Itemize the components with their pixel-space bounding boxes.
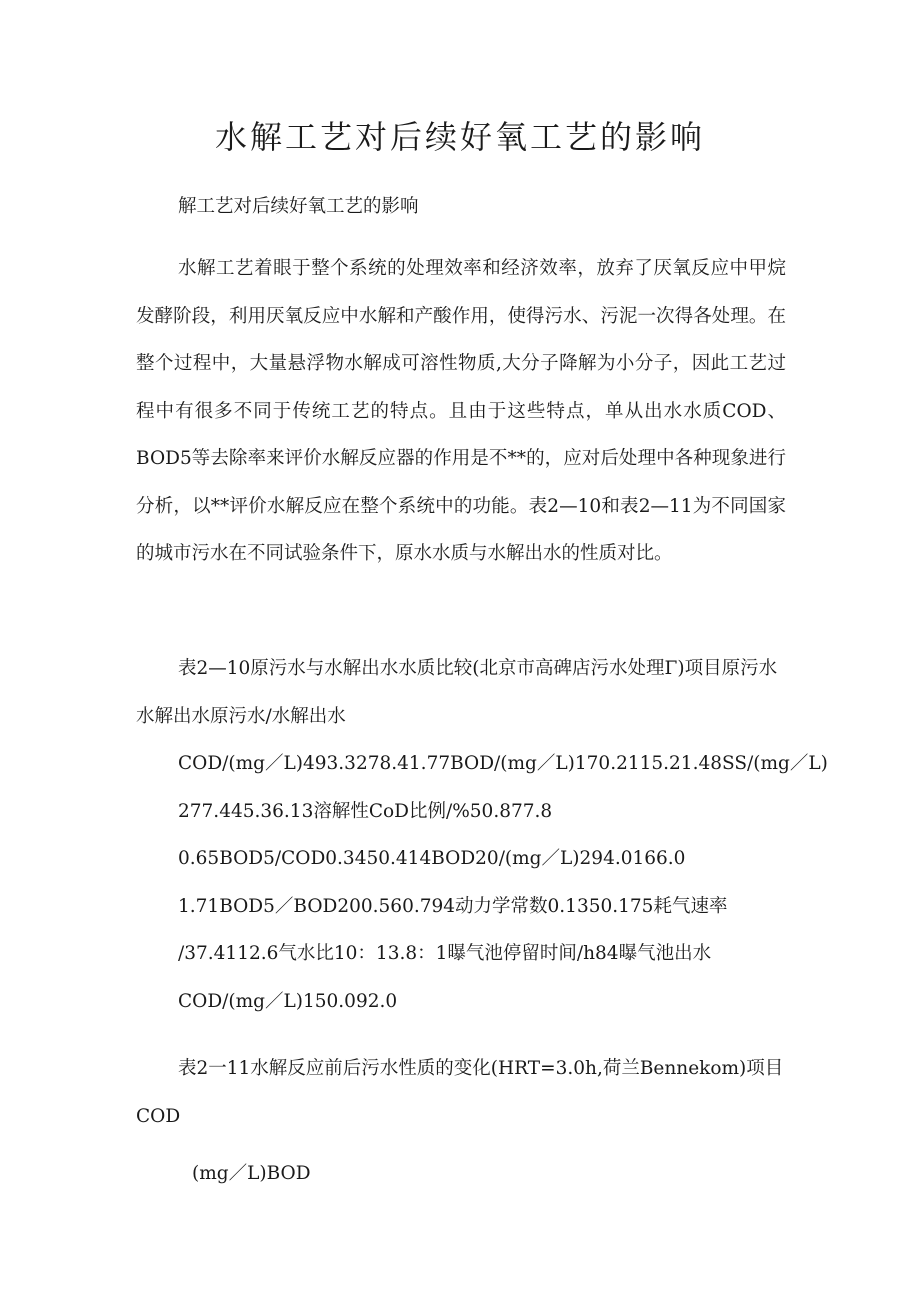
table-2-11-unit: (mg／L)BOD bbox=[192, 1163, 311, 1184]
document-title: 水解工艺对后续好氧工艺的影响 bbox=[214, 118, 705, 156]
table-2-10-line: COD/(mg／L)150.092.0 bbox=[178, 990, 398, 1012]
paragraph-intro: 水解工艺着眼于整个系统的处理效率和经济效率，放弃了厌氧反应中甲烷发酵阶段，利用厌氧反应中水解和产酸作用，使得污水、污泥一次得各处理。在整个过程中，大量悬浮物水解成可溶性物质,大分子降解为小分子，因此工艺过程中有很多不同于传统工艺的特点。且由于这些特点，单从出水水质COD、BOD5等去除率来评价水解反应器的作用是不**的，应对后处理中各种现象进行分析，以**评价水解反应在整个系统中的功能。表2—10和表2—11为不同国家的城市污水在不同试验条件下，原水水质与水解出水的性质对比。 bbox=[136, 258, 786, 564]
table-2-10-line: 277.445.36.13溶解性CoD比例/%50.877.8 bbox=[178, 800, 553, 822]
table-2-10-caption: 表2—10原污水与水解出水水质比较(北京市高碑店污水处理Γ)项目原污水水解出水原污水/水解出水 bbox=[136, 658, 778, 727]
table-2-10-line: /37.4112.6气水比10：13.8：1曝气池停留时间/h84曝气池出水 bbox=[178, 943, 712, 964]
table-2-10-line: 1.71BOD5／BOD200.560.794动力学常数0.1350.175耗气速率 bbox=[178, 895, 728, 917]
subtitle: 解工艺对后续好氧工艺的影响 bbox=[178, 196, 419, 217]
table-2-10-line: COD/(mg／L)493.3278.41.77BOD/(mg／L)170.2115.21.48SS/(mg／L) bbox=[178, 753, 828, 774]
table-2-11-caption: 表2一11水解反应前后污水性质的变化(HRT=3.0h,荷兰Bennekom)项目COD bbox=[136, 1058, 784, 1127]
table-2-10-line: 0.65BOD5/COD0.3450.414BOD20/(mg／L)294.0166.0 bbox=[178, 848, 686, 869]
table-2-10-text bbox=[136, 645, 828, 1025]
